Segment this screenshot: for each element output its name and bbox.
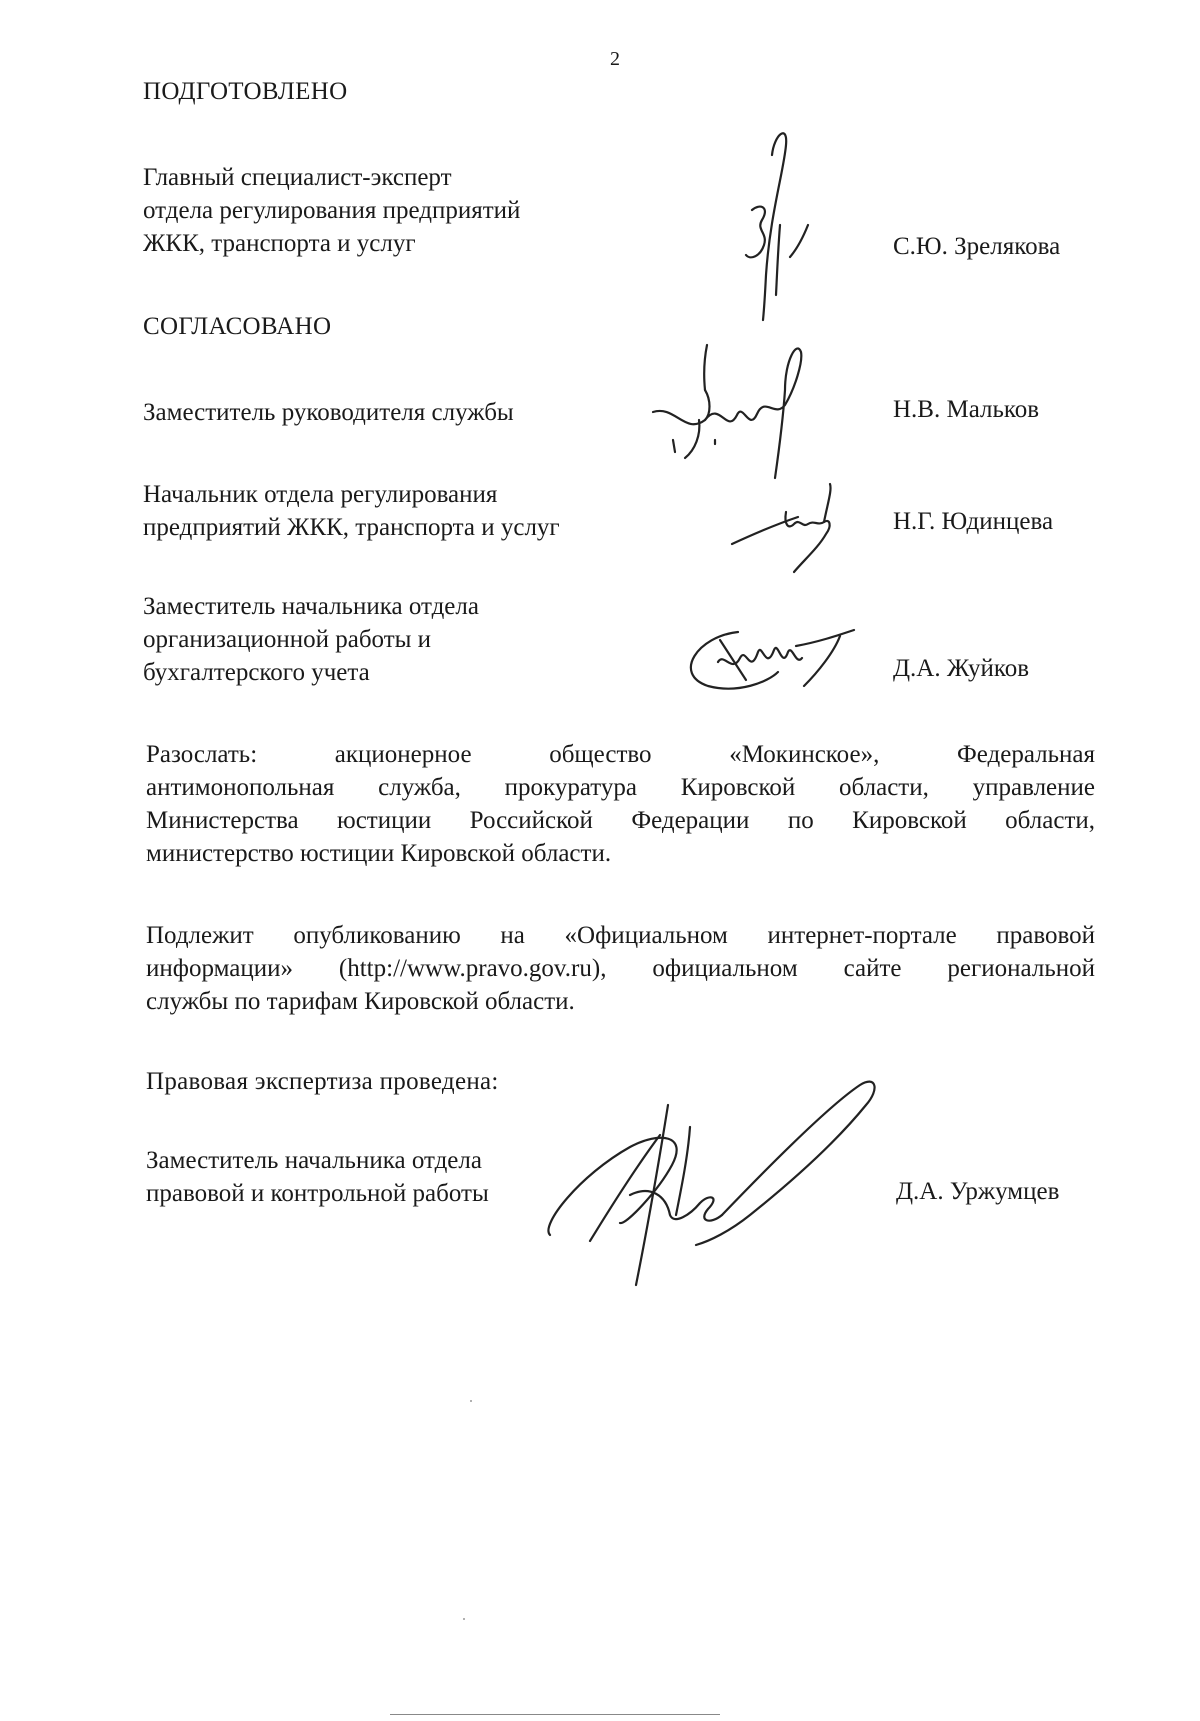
- distribution-line: Министерства юстиции Российской Федерации по Кировской области,: [146, 807, 1095, 834]
- signature-zrelyakova: [730, 125, 830, 325]
- agreed-position-line: предприятий ЖКК, транспорта и услуг: [143, 514, 560, 541]
- legal-review-position-line: Заместитель начальника отдела: [146, 1147, 482, 1174]
- signature-zhuikov: [678, 622, 868, 697]
- agreed-position-3: [143, 590, 479, 689]
- agreed-name-3: Д.А. Жуйков: [893, 655, 1030, 682]
- prepared-position-line: Главный специалист-эксперт: [143, 164, 452, 191]
- prepared-position-line: ЖКК, транспорта и услуг: [143, 230, 416, 257]
- agreed-heading: СОГЛАСОВАНО: [143, 313, 332, 340]
- agreed-position-1: [143, 396, 514, 429]
- legal-review-name: Д.А. Уржумцев: [896, 1178, 1060, 1205]
- scan-speck: [463, 1618, 465, 1620]
- agreed-position-line: Заместитель начальника отдела: [143, 593, 479, 620]
- distribution-paragraph: [146, 738, 1095, 870]
- distribution-line: Разослать: акционерное общество «Мокинское», Федеральная: [146, 741, 1095, 768]
- distribution-line: министерство юстиции Кировской области.: [146, 840, 612, 867]
- agreed-position-line: Начальник отдела регулирования: [143, 481, 498, 508]
- agreed-name-1: Н.В. Мальков: [893, 396, 1040, 423]
- agreed-position-line: организационной работы и: [143, 626, 432, 653]
- signature-urzhumtsev: [540, 1075, 890, 1295]
- scan-speck: [470, 1400, 472, 1402]
- signature-malkov: [645, 340, 825, 480]
- prepared-heading: ПОДГОТОВЛЕНО: [143, 78, 348, 105]
- publication-line: информации» (http://www.pravo.gov.ru), официальном сайте региональной: [146, 955, 1095, 982]
- legal-review-heading: Правовая экспертиза проведена:: [146, 1068, 499, 1095]
- signature-yudintseva: [728, 482, 838, 592]
- agreed-position-2: [143, 478, 560, 544]
- agreed-position-line: Заместитель руководителя службы: [143, 399, 514, 426]
- footer-scan-line: [390, 1714, 720, 1715]
- legal-review-position-line: правовой и контрольной работы: [146, 1180, 489, 1207]
- publication-line: службы по тарифам Кировской области.: [146, 988, 575, 1015]
- distribution-line: антимонопольная служба, прокуратура Кировской области, управление: [146, 774, 1095, 801]
- prepared-position-line: отдела регулирования предприятий: [143, 197, 521, 224]
- legal-review-position: [146, 1144, 489, 1210]
- prepared-name: С.Ю. Зрелякова: [893, 233, 1061, 260]
- prepared-position: [143, 161, 520, 260]
- page-number: 2: [610, 48, 620, 70]
- agreed-name-2: Н.Г. Юдинцева: [893, 508, 1054, 535]
- publication-line: Подлежит опубликованию на «Официальном интернет-портале правовой: [146, 922, 1095, 949]
- agreed-position-line: бухгалтерского учета: [143, 659, 370, 686]
- publication-paragraph: [146, 919, 1095, 1018]
